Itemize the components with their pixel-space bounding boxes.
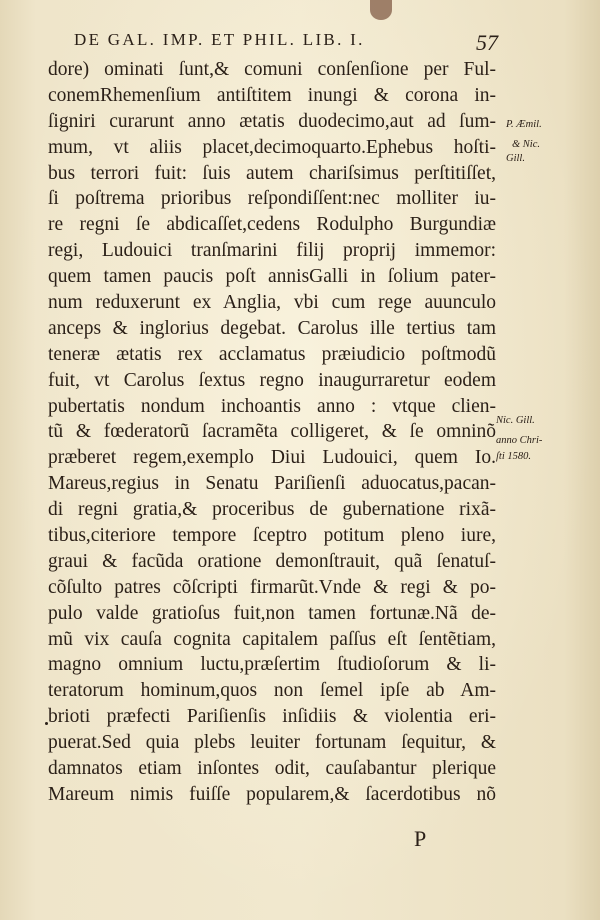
text-line: puerat.Sed quia plebs leuiter fortunam ſequitur, & [48,732,496,754]
text-line: ſigniri curarunt anno ætatis duodecimo,aut ad ſum- [48,110,496,132]
text-line: re regni ſe abdicaſſet,cedens Rodulpho Burgundiæ [48,214,496,236]
text-line: magno omnium luctu,præſertim ſtudioſorum & li- [48,654,496,676]
text-line: bus terrori fuit: ſuis autem chariſsimus perſtitiſſet, [48,162,496,184]
text-line: cõſulto patres cõſcripti firmarũt.Vnde & regi & po- [48,576,496,598]
ink-blot [370,0,392,20]
body-text [48,57,496,808]
margin-note: P. Æmil. [506,119,542,130]
text-line: quem tamen paucis poſt annisGalli in ſolium pater- [48,266,496,288]
text-line: Mareum nimis fuiſſe popularem,& ſacerdotibus nõ [48,783,496,805]
text-line: anceps & inglorius degebat. Carolus ille tertius tam [48,317,496,339]
text-line: mũ vix cauſa cognita capitalem paſſus eſt ſentẽtiam, [48,628,496,650]
margin-note: ſti 1580. [496,451,532,462]
text-line: brioti præfecti Pariſienſis inſidiis & violentia eri- [48,706,496,728]
signature-mark: P [414,826,427,851]
text-line: tũ & fœderatorũ ſacramẽta colligeret, & ſe omninõ [48,421,496,443]
text-line: dore) ominati ſunt,& comuni conſenſione per Ful- [48,59,496,80]
text-line: mum, vt aliis placet,decimoquarto.Ephebus hoſti- [48,136,496,158]
text-line: Mareus,regius in Senatu Pariſienſi aduocatus,pacan- [48,473,496,495]
text-line: teneræ ætatis rex acclamatus præiudicio poſtmodũ [48,343,496,365]
margin-note: Nic. Gill. [496,415,535,426]
text-line: pulo valde gratioſus fuit,non tamen fortunæ.Nã de- [48,602,496,624]
margin-note: & Nic. [512,139,540,150]
text-line: præberet regem,exemplo Diui Ludouici, quem Io. [48,447,496,469]
text-line: ſi poſtrema prioribus reſpondiſſent:nec molliter iu- [48,188,496,210]
text-line: num reduxerunt ex Anglia, vbi cum rege auunculo [48,292,496,314]
margin-note: anno Chri- [496,435,543,446]
text-line: di regni gratia,& proceribus de gubernatione rixã- [48,499,496,521]
text-line: conemRhemenſium antiſtitem inungi & corona in- [48,84,496,106]
text-line: graui & facũda oratione demonſtrauit, quã ſenatuſ- [48,550,496,572]
text-line: pubertatis nondum inchoantis anno : vtque clien- [48,395,496,417]
running-header: DE GAL. IMP. ET PHIL. LIB. I. [74,30,365,49]
text-line: fuit, vt Carolus ſextus regno inaugurraretur eodem [48,369,496,391]
text-line: damnatos etiam inſontes odit, cauſabantur plerique [48,758,496,780]
text-line: regi, Ludouici tranſmarini filij proprij immemor: [48,240,496,262]
margin-note: Gill. [506,153,525,164]
text-line: tibus,citeriore tempore ſceptro potitum pleno iure, [48,525,496,547]
margin-dot [45,722,48,725]
text-line: teratorum hominum,quos non ſemel ipſe ab Am- [48,680,496,702]
page-number: 57 [476,30,498,55]
